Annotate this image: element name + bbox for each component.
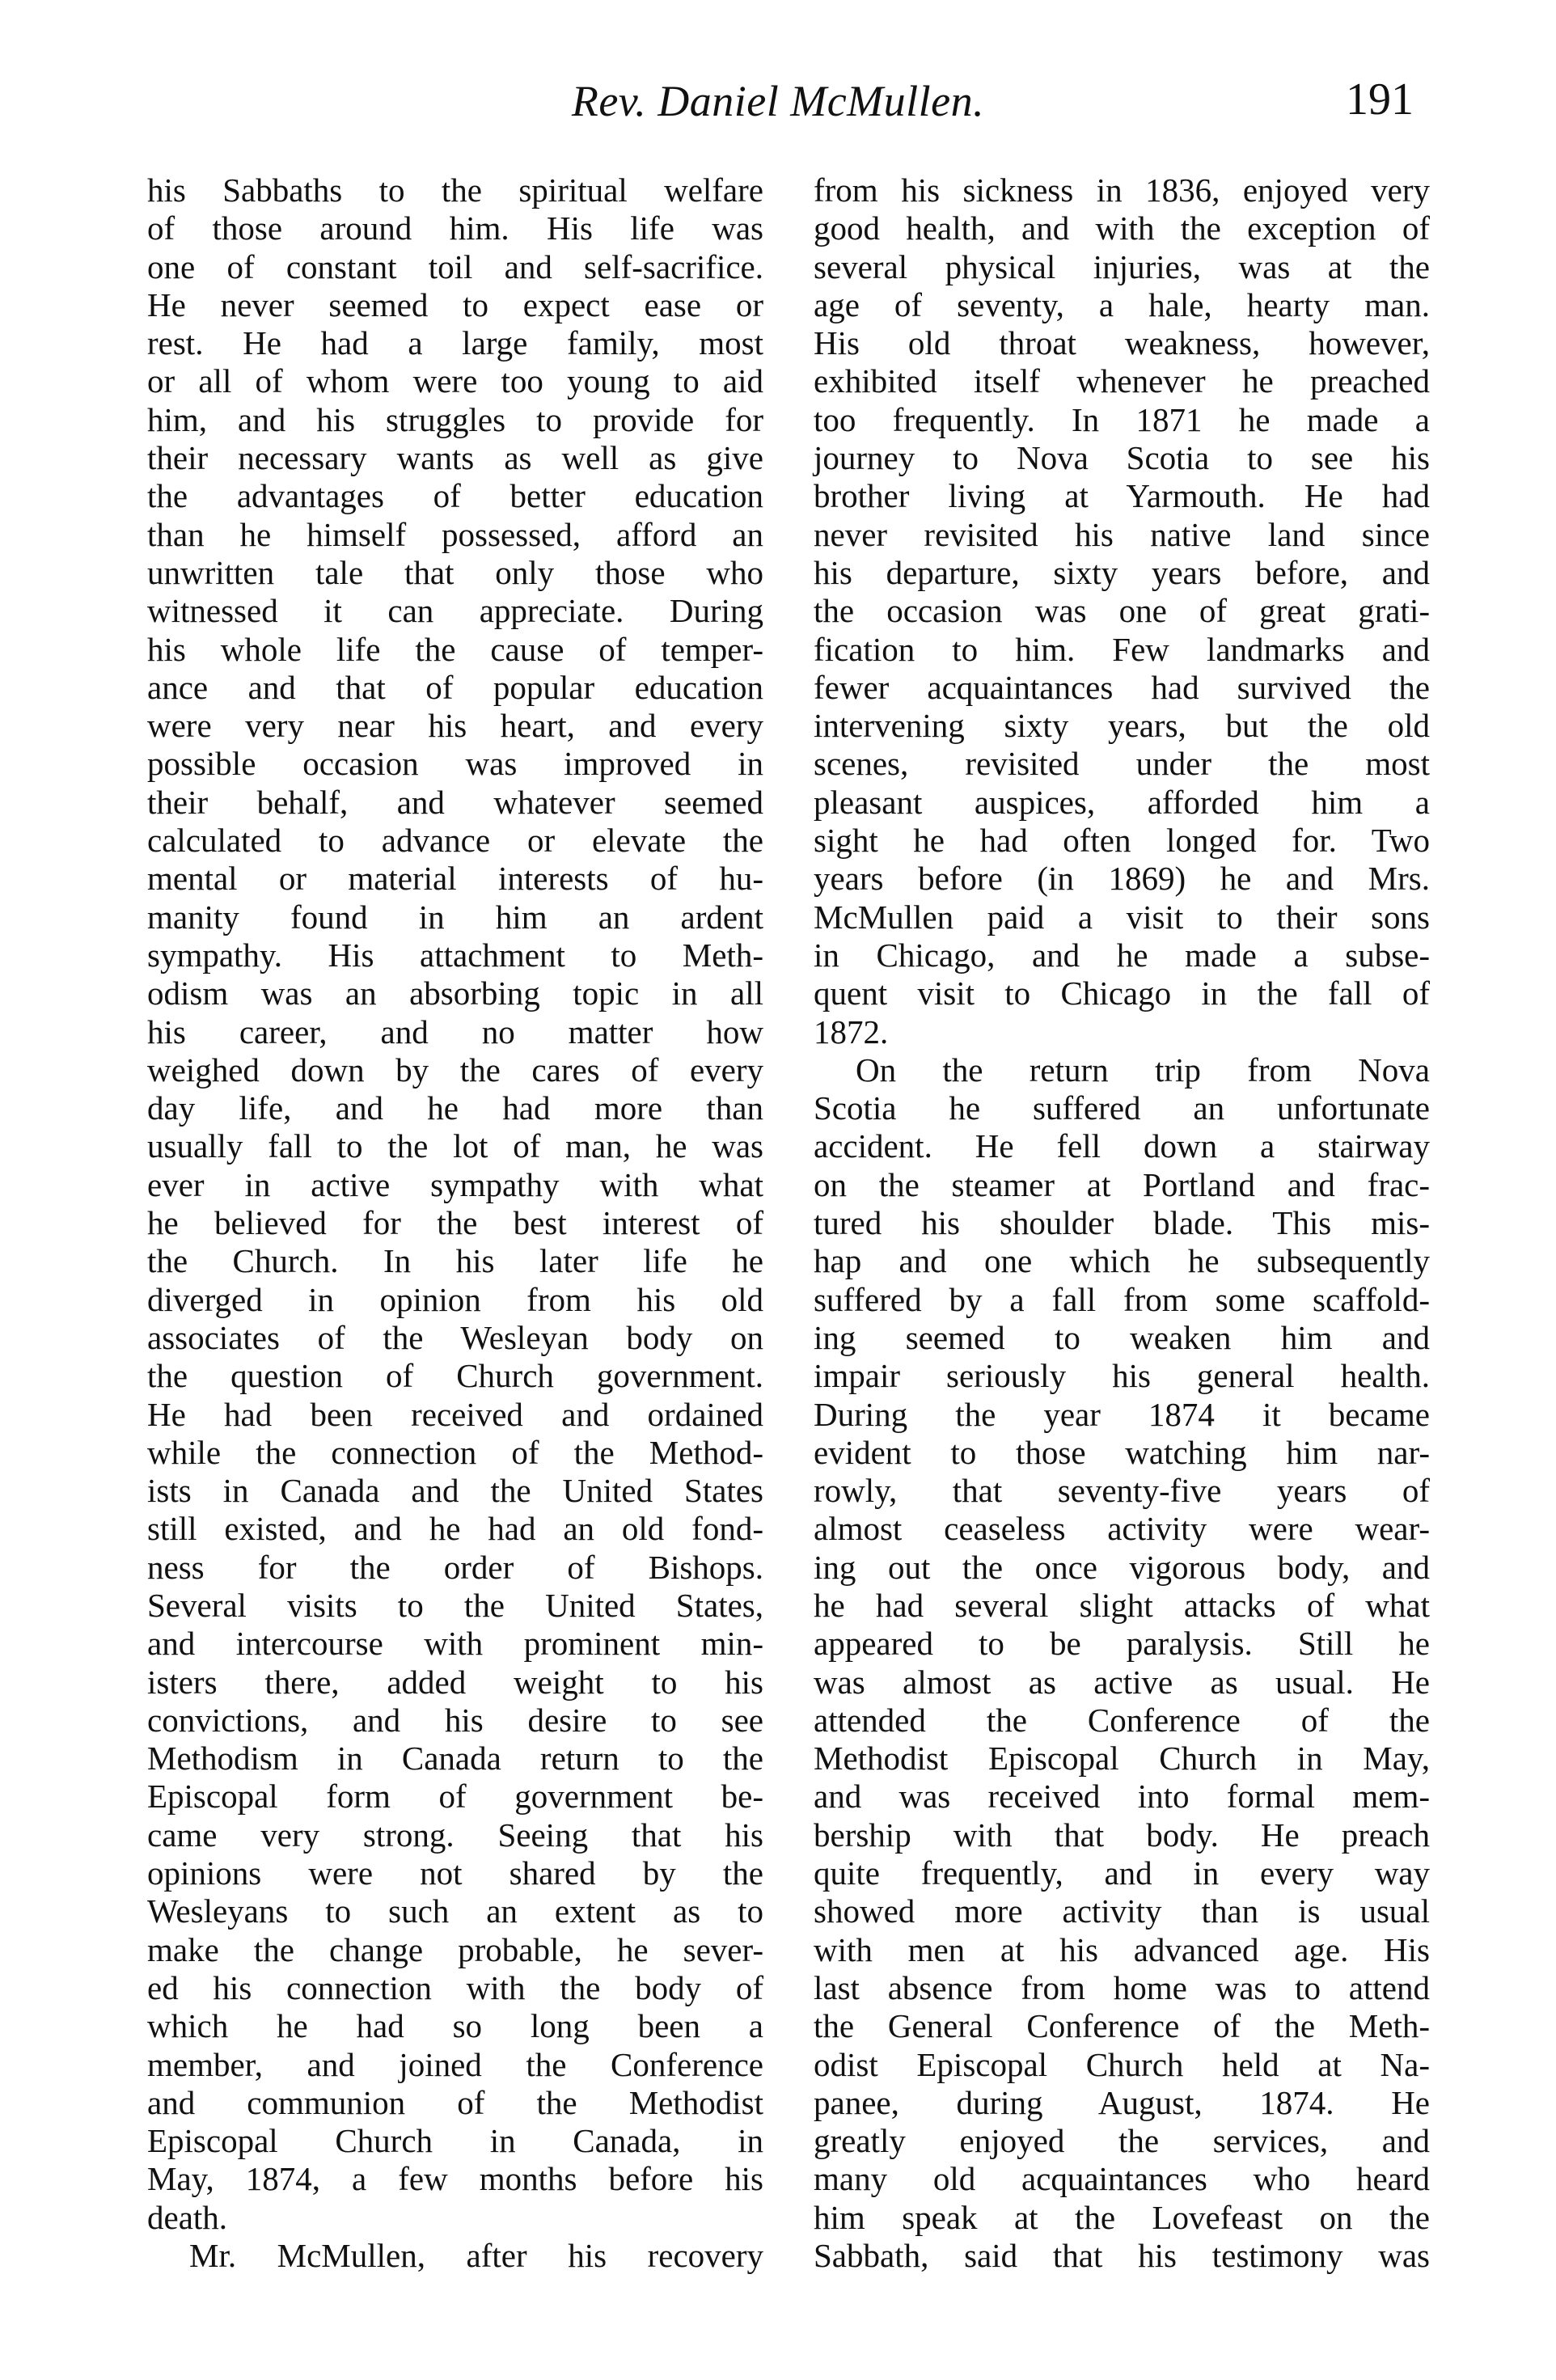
- text-line: ance and that of popular education: [147, 668, 763, 706]
- text-line: unwritten tale that only those who: [147, 553, 763, 591]
- text-line: He had been received and ordained: [147, 1395, 763, 1433]
- text-line: journey to Nova Scotia to see his: [814, 439, 1430, 477]
- text-line: Several visits to the United States,: [147, 1586, 763, 1624]
- text-line: showed more activity than is usual: [814, 1892, 1430, 1930]
- text-line: while the connection of the Method-: [147, 1433, 763, 1471]
- text-line: He never seemed to expect ease or: [147, 285, 763, 323]
- text-line: than he himself possessed, afford an: [147, 515, 763, 553]
- text-line: never revisited his native land since: [814, 515, 1430, 553]
- text-line: of those around him. His life was: [147, 209, 763, 247]
- text-line: During the year 1874 it became: [814, 1395, 1430, 1433]
- text-line: Methodist Episcopal Church in May,: [814, 1740, 1430, 1778]
- text-line: age of seventy, a hale, hearty man.: [814, 285, 1430, 323]
- text-line: him speak at the Lovefeast on the: [814, 2198, 1430, 2236]
- text-line: death.: [147, 2198, 228, 2236]
- text-line: convictions, and his desire to see: [147, 1701, 763, 1739]
- text-line: ed his connection with the body of: [147, 1968, 763, 2006]
- text-line: which he had so long been a: [147, 2007, 763, 2045]
- text-line: Episcopal Church in Canada, in: [147, 2122, 763, 2160]
- text-line: mental or material interests of hu-: [147, 860, 763, 898]
- text-line: possible occasion was improved in: [147, 745, 763, 783]
- text-line: manity found in him an ardent: [147, 898, 763, 936]
- text-line: ness for the order of Bishops.: [147, 1548, 763, 1586]
- text-line: were very near his heart, and every: [147, 707, 763, 745]
- text-line: their necessary wants as well as give: [147, 439, 763, 477]
- text-line: sympathy. His attachment to Meth-: [147, 936, 763, 974]
- text-line: many old acquaintances who heard: [814, 2160, 1430, 2198]
- text-line: scenes, revisited under the most: [814, 745, 1430, 783]
- text-line: from his sickness in 1836, enjoyed very: [814, 171, 1430, 209]
- text-line: isters there, added weight to his: [147, 1663, 763, 1701]
- text-line: fewer acquaintances had survived the: [814, 668, 1430, 706]
- text-line: rest. He had a large family, most: [147, 324, 763, 362]
- text-line: ing seemed to weaken him and: [814, 1318, 1430, 1356]
- text-line: usually fall to the lot of man, he was: [147, 1127, 763, 1165]
- text-line: make the change probable, he sever-: [147, 1930, 763, 1968]
- text-line: member, and joined the Conference: [147, 2045, 763, 2083]
- right-text-column: [814, 171, 1430, 2275]
- text-line: associates of the Wesleyan body on: [147, 1318, 763, 1356]
- text-line: the General Conference of the Meth-: [814, 2007, 1430, 2045]
- text-line: the question of Church government.: [147, 1357, 763, 1395]
- text-line: His old throat weakness, however,: [814, 324, 1430, 362]
- text-line: pleasant auspices, afforded him a: [814, 783, 1430, 821]
- text-line: accident. He fell down a stairway: [814, 1127, 1430, 1165]
- text-line: day life, and he had more than: [147, 1089, 763, 1127]
- text-line: he had several slight attacks of what: [814, 1586, 1430, 1624]
- text-line: McMullen paid a visit to their sons: [814, 898, 1430, 936]
- text-line: panee, during August, 1874. He: [814, 2083, 1430, 2121]
- text-line: several physical injuries, was at the: [814, 247, 1430, 285]
- running-head: [0, 69, 1556, 133]
- text-line: almost ceaseless activity were wear-: [814, 1510, 1430, 1548]
- text-line: suffered by a fall from some scaffold-: [814, 1280, 1430, 1318]
- text-line: brother living at Yarmouth. He had: [814, 477, 1430, 515]
- text-line: evident to those watching him nar-: [814, 1433, 1430, 1471]
- text-line: still existed, and he had an old fond-: [147, 1510, 763, 1548]
- text-line: tured his shoulder blade. This mis-: [814, 1204, 1430, 1242]
- text-line: bership with that body. He preach: [814, 1816, 1430, 1854]
- text-line: or all of whom were too young to aid: [147, 362, 763, 400]
- text-line: quent visit to Chicago in the fall of: [814, 974, 1430, 1012]
- text-line: his whole life the cause of temper-: [147, 630, 763, 668]
- text-line: the Church. In his later life he: [147, 1242, 763, 1280]
- text-line: and communion of the Methodist: [147, 2083, 763, 2121]
- text-line: the occasion was one of great grati-: [814, 592, 1430, 630]
- text-line: opinions were not shared by the: [147, 1854, 763, 1892]
- text-line: fication to him. Few landmarks and: [814, 630, 1430, 668]
- text-line: diverged in opinion from his old: [147, 1280, 763, 1318]
- page-number: 191: [1346, 74, 1414, 125]
- text-line: Methodism in Canada return to the: [147, 1740, 763, 1778]
- text-line: May, 1874, a few months before his: [147, 2160, 763, 2198]
- text-line: weighed down by the cares of every: [147, 1050, 763, 1089]
- text-line: and intercourse with prominent min-: [147, 1625, 763, 1663]
- text-line: too frequently. In 1871 he made a: [814, 400, 1430, 438]
- text-line: his career, and no matter how: [147, 1012, 763, 1050]
- text-line: ing out the once vigorous body, and: [814, 1548, 1430, 1586]
- text-line: Wesleyans to such an extent as to: [147, 1892, 763, 1930]
- text-line: their behalf, and whatever seemed: [147, 783, 763, 821]
- text-line: 1872.: [814, 1012, 889, 1050]
- text-line: sight he had often longed for. Two: [814, 822, 1430, 860]
- text-line: appeared to be paralysis. Still he: [814, 1625, 1430, 1663]
- text-line: Mr. McMullen, after his recovery: [189, 2237, 763, 2275]
- text-line: Sabbath, said that his testimony was: [814, 2237, 1430, 2275]
- text-line: years before (in 1869) he and Mrs.: [814, 860, 1430, 898]
- text-line: in Chicago, and he made a subse-: [814, 936, 1430, 974]
- text-line: his Sabbaths to the spiritual welfare: [147, 171, 763, 209]
- text-line: on the steamer at Portland and frac-: [814, 1165, 1430, 1203]
- text-line: quite frequently, and in every way: [814, 1854, 1430, 1892]
- text-line: last absence from home was to attend: [814, 1968, 1430, 2006]
- text-line: him, and his struggles to provide for: [147, 400, 763, 438]
- text-line: the advantages of better education: [147, 477, 763, 515]
- text-line: with men at his advanced age. His: [814, 1930, 1430, 1968]
- text-line: odism was an absorbing topic in all: [147, 974, 763, 1012]
- text-line: Scotia he suffered an unfortunate: [814, 1089, 1430, 1127]
- text-line: his departure, sixty years before, and: [814, 553, 1430, 591]
- text-line: attended the Conference of the: [814, 1701, 1430, 1739]
- text-line: odist Episcopal Church held at Na-: [814, 2045, 1430, 2083]
- text-line: was almost as active as usual. He: [814, 1663, 1430, 1701]
- text-line: witnessed it can appreciate. During: [147, 592, 763, 630]
- text-line: he believed for the best interest of: [147, 1204, 763, 1242]
- text-line: hap and one which he subsequently: [814, 1242, 1430, 1280]
- running-title: Rev. Daniel McMullen.: [571, 77, 985, 125]
- text-line: came very strong. Seeing that his: [147, 1816, 763, 1854]
- text-line: exhibited itself whenever he preached: [814, 362, 1430, 400]
- text-line: calculated to advance or elevate the: [147, 822, 763, 860]
- text-line: On the return trip from Nova: [856, 1050, 1430, 1089]
- text-line: ever in active sympathy with what: [147, 1165, 763, 1203]
- left-text-column: [147, 171, 763, 2275]
- text-line: rowly, that seventy-five years of: [814, 1472, 1430, 1510]
- text-line: ists in Canada and the United States: [147, 1472, 763, 1510]
- text-line: impair seriously his general health.: [814, 1357, 1430, 1395]
- text-line: one of constant toil and self-sacrifice.: [147, 247, 763, 285]
- text-line: and was received into formal mem-: [814, 1778, 1430, 1816]
- text-line: Episcopal form of government be-: [147, 1778, 763, 1816]
- text-line: greatly enjoyed the services, and: [814, 2122, 1430, 2160]
- text-line: good health, and with the exception of: [814, 209, 1430, 247]
- text-line: intervening sixty years, but the old: [814, 707, 1430, 745]
